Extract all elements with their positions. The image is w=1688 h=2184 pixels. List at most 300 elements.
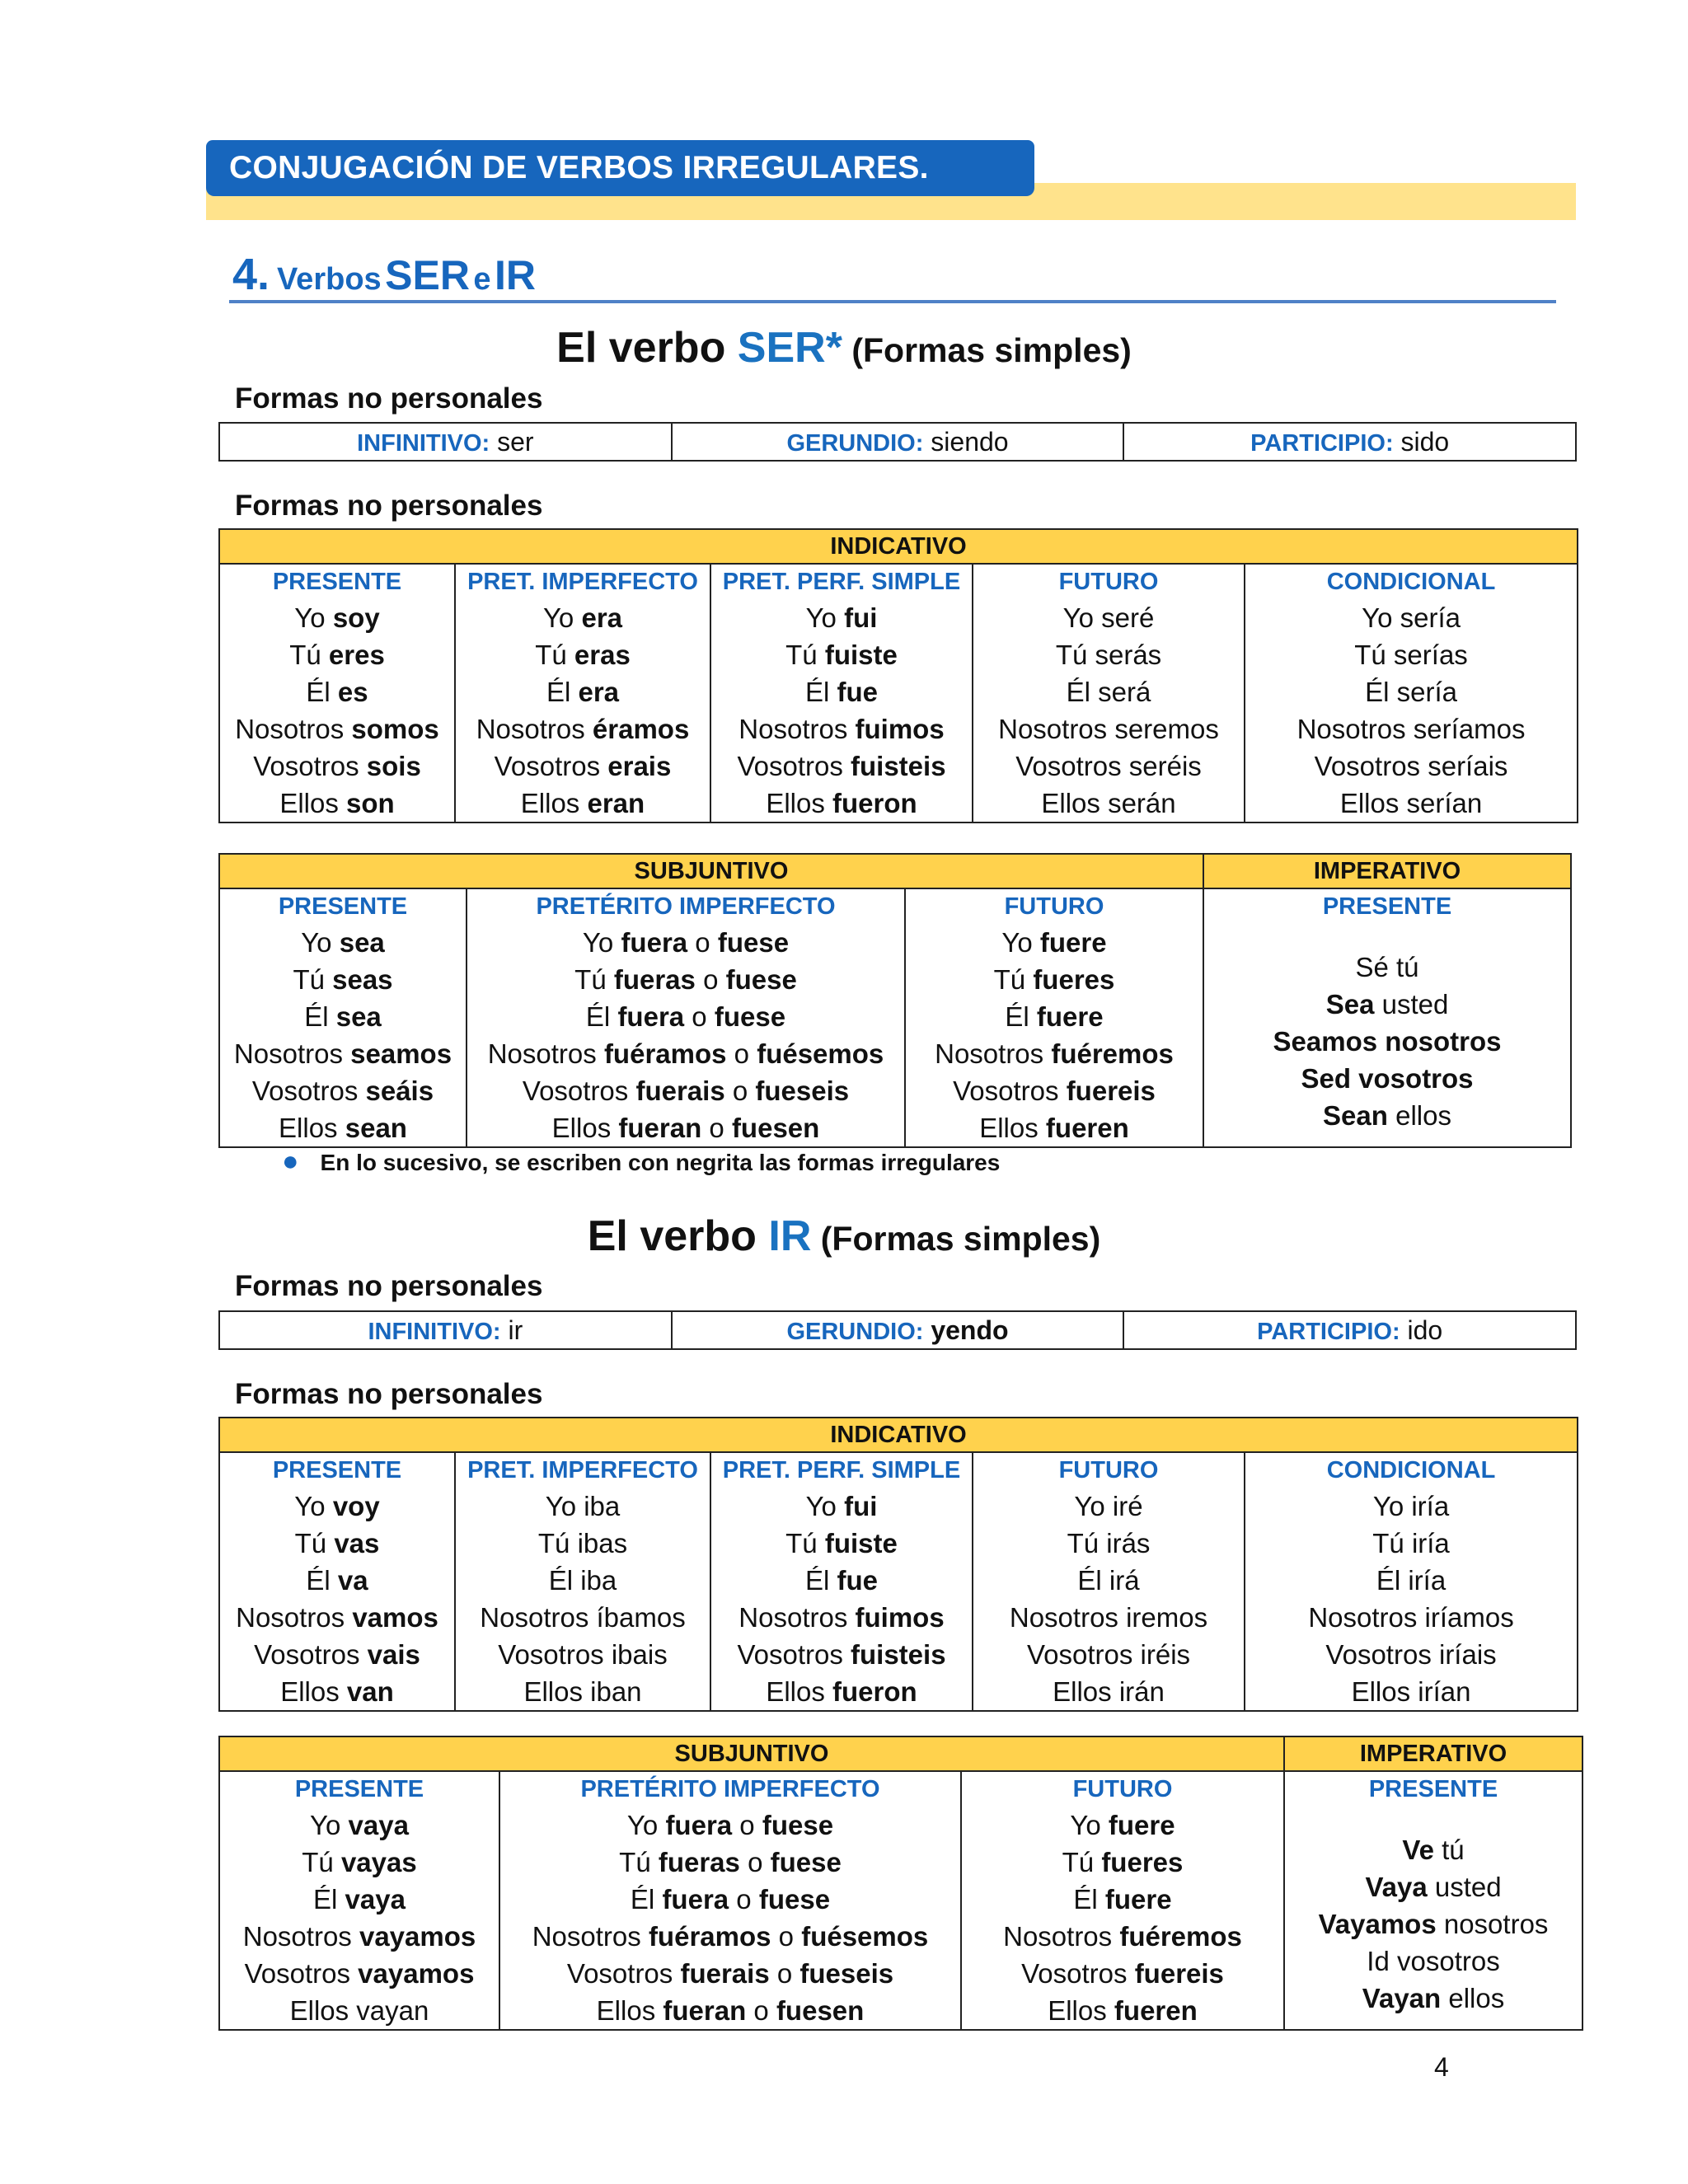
conjugated-form bbox=[456, 1562, 710, 1599]
conjugated-form bbox=[973, 785, 1244, 822]
conjugated-form bbox=[1245, 1525, 1577, 1562]
form-text: o bbox=[732, 1810, 762, 1840]
tense-column bbox=[1203, 888, 1571, 1147]
tense-column bbox=[973, 564, 1245, 823]
tense-column bbox=[219, 1771, 499, 2030]
irregular-form: seas bbox=[332, 964, 393, 995]
conjugated-form bbox=[220, 1525, 454, 1562]
conjugated-form bbox=[220, 1807, 499, 1844]
form-text: Él iba bbox=[548, 1565, 617, 1596]
conjugated-form bbox=[220, 924, 466, 961]
section-verb-ser: SER bbox=[385, 252, 470, 298]
section-heading bbox=[232, 249, 536, 300]
conjugated-form bbox=[962, 1918, 1283, 1955]
irregular-form: fueren bbox=[1114, 1995, 1198, 2026]
conjugated-form bbox=[220, 1881, 499, 1918]
form-text: usted bbox=[1427, 1872, 1502, 1902]
tense-name: PRET. PERF. SIMPLE bbox=[722, 1457, 961, 1483]
conjugated-form bbox=[1245, 710, 1577, 748]
irregular-form: Sed vosotros bbox=[1301, 1063, 1474, 1094]
conjugated-form bbox=[500, 1807, 960, 1844]
conjugated-form bbox=[973, 636, 1244, 673]
participio-value: ido bbox=[1400, 1315, 1443, 1345]
conjugated-form bbox=[711, 1599, 972, 1636]
conjugated-form bbox=[220, 1035, 466, 1072]
form-text: Nosotros iremos bbox=[1009, 1602, 1208, 1633]
form-text: Él será bbox=[1066, 677, 1151, 707]
irregular-form: seamos bbox=[350, 1038, 452, 1069]
ser-np-heading: Formas no personales bbox=[235, 382, 543, 415]
form-text: Nosotros bbox=[738, 1602, 856, 1633]
conjugated-form bbox=[973, 1636, 1244, 1673]
irregular-form: fueran bbox=[618, 1113, 702, 1143]
infinitivo-label: INFINITIVO: bbox=[368, 1319, 501, 1345]
conjugated-form bbox=[1204, 986, 1570, 1023]
form-text: Vosotros bbox=[254, 1639, 368, 1670]
form-text: Tú bbox=[289, 640, 329, 670]
form-text: Tú bbox=[535, 640, 574, 670]
conjugated-form bbox=[973, 1525, 1244, 1562]
ser-title bbox=[0, 323, 1688, 373]
conjugated-form bbox=[906, 1109, 1203, 1146]
tense-column bbox=[455, 1452, 710, 1711]
form-text: Ellos irían bbox=[1351, 1676, 1471, 1707]
tense-name: FUTURO bbox=[1004, 893, 1104, 920]
section-word: Verbos bbox=[276, 262, 382, 297]
irregular-form: Vaya bbox=[1365, 1872, 1428, 1902]
irregular-form: fuéremos bbox=[1119, 1921, 1242, 1952]
irregular-form: es bbox=[337, 677, 368, 707]
gerundio-value: siendo bbox=[923, 427, 1009, 457]
form-text: Él irá bbox=[1077, 1565, 1140, 1596]
form-text: Vosotros bbox=[566, 1958, 681, 1989]
form-text: Tú bbox=[1062, 1847, 1102, 1877]
form-text: Ellos serían bbox=[1339, 788, 1483, 818]
gerundio-label: GERUNDIO: bbox=[786, 430, 924, 457]
form-text: tú bbox=[1433, 1835, 1465, 1865]
participio-value: sido bbox=[1393, 427, 1450, 457]
irregular-form: fueseis bbox=[799, 1958, 894, 1989]
conjugated-form bbox=[1245, 1488, 1577, 1525]
conjugated-form bbox=[1285, 1831, 1582, 1868]
conjugated-form bbox=[220, 1673, 454, 1710]
irregular-form: fuera bbox=[621, 927, 688, 958]
conjugated-form bbox=[906, 1072, 1203, 1109]
infinitivo-value: ser bbox=[490, 427, 534, 457]
form-text: Yo bbox=[301, 927, 340, 958]
ser-title-paren: (Formas simples) bbox=[842, 331, 1132, 369]
form-text: Vosotros bbox=[251, 1076, 366, 1106]
ser-indicativo-table bbox=[218, 528, 1578, 823]
form-text: Yo bbox=[1070, 1810, 1109, 1840]
conjugated-form bbox=[711, 710, 972, 748]
form-text: Él iría bbox=[1376, 1565, 1447, 1596]
irregular-form: fuere bbox=[1108, 1810, 1175, 1840]
irregular-form: fueron bbox=[832, 1676, 917, 1707]
form-text: Vosotros bbox=[244, 1958, 359, 1989]
form-text: Él bbox=[313, 1884, 345, 1915]
form-text: Yo bbox=[294, 602, 333, 633]
conjugated-form bbox=[1204, 1023, 1570, 1060]
page-banner: CONJUGACIÓN DE VERBOS IRREGULARES. bbox=[206, 140, 1034, 196]
conjugated-form bbox=[906, 998, 1203, 1035]
conjugated-form bbox=[973, 599, 1244, 636]
conjugated-form bbox=[1245, 1562, 1577, 1599]
form-text: Vosotros bbox=[953, 1076, 1067, 1106]
form-text: Yo sería bbox=[1362, 602, 1461, 633]
irregular-form: fuereis bbox=[1066, 1076, 1156, 1106]
irregular-form: fuéramos bbox=[603, 1038, 727, 1069]
form-text: Él bbox=[804, 1565, 837, 1596]
form-text: Vosotros bbox=[253, 751, 367, 781]
irregular-form: fuéramos bbox=[648, 1921, 771, 1952]
conjugated-form bbox=[500, 1918, 960, 1955]
irregular-form: seáis bbox=[365, 1076, 434, 1106]
conjugated-form bbox=[1245, 1599, 1577, 1636]
irregular-form: fuésemos bbox=[757, 1038, 884, 1069]
tense-column bbox=[1245, 1452, 1578, 1711]
conjugated-form bbox=[1285, 1980, 1582, 2017]
form-text: Él bbox=[304, 1001, 336, 1032]
irregular-form: Sea bbox=[1325, 989, 1375, 1019]
tense-column bbox=[973, 1452, 1245, 1711]
form-text: Yo iba bbox=[545, 1491, 621, 1521]
tense-column bbox=[467, 888, 905, 1147]
irregular-form: fueran bbox=[663, 1995, 747, 2026]
form-text: Ellos vayan bbox=[289, 1995, 429, 2026]
conjugated-form bbox=[220, 1918, 499, 1955]
conjugated-form bbox=[711, 1525, 972, 1562]
form-text: Yo bbox=[805, 602, 845, 633]
form-text: Nosotros bbox=[236, 1602, 353, 1633]
form-text: Él bbox=[630, 1884, 663, 1915]
conjugated-form bbox=[467, 961, 904, 998]
tense-column bbox=[219, 1452, 455, 1711]
conjugated-form bbox=[711, 673, 972, 710]
form-text: Vosotros bbox=[737, 751, 851, 781]
irregular-form: fuese bbox=[758, 1884, 831, 1915]
form-text: Yo bbox=[626, 1810, 666, 1840]
irregular-form: fuéremos bbox=[1051, 1038, 1174, 1069]
tense-name: PRESENTE bbox=[294, 1776, 424, 1802]
irregular-form: voy bbox=[332, 1491, 380, 1521]
form-text: Él bbox=[1073, 1884, 1105, 1915]
conjugated-form bbox=[220, 1109, 466, 1146]
form-text: nosotros bbox=[1436, 1909, 1549, 1939]
form-text: Yo bbox=[805, 1491, 845, 1521]
tense-column bbox=[499, 1771, 961, 2030]
irregular-form: fuerais bbox=[635, 1076, 725, 1106]
conjugated-form bbox=[973, 1599, 1244, 1636]
form-text: Él bbox=[585, 1001, 618, 1032]
irregular-form: fue bbox=[837, 677, 878, 707]
form-text: Ellos bbox=[766, 1676, 833, 1707]
conjugated-form bbox=[962, 1881, 1283, 1918]
gerundio-value: yendo bbox=[923, 1315, 1009, 1345]
form-text: o bbox=[695, 964, 726, 995]
ir-infinitivo-cell bbox=[220, 1312, 671, 1348]
irregular-form: fuera bbox=[665, 1810, 733, 1840]
form-text: Ellos bbox=[596, 1995, 663, 2026]
conjugated-form bbox=[220, 673, 454, 710]
conjugated-form bbox=[220, 998, 466, 1035]
conjugated-form bbox=[220, 1562, 454, 1599]
spacer bbox=[1285, 1807, 1582, 1831]
tense-name: FUTURO bbox=[1072, 1776, 1173, 1802]
ser-title-verb: SER* bbox=[737, 324, 842, 372]
ser-subjuntivo-table bbox=[218, 853, 1572, 1148]
conjugated-form bbox=[220, 1844, 499, 1881]
conjugated-form bbox=[500, 1881, 960, 1918]
form-text: Vosotros ibais bbox=[498, 1639, 668, 1670]
irregular-form: erais bbox=[607, 751, 672, 781]
ser-infinitivo-cell bbox=[220, 424, 671, 460]
form-text: Él bbox=[306, 677, 338, 707]
irregular-form: vayas bbox=[340, 1847, 417, 1877]
conjugated-form bbox=[220, 1488, 454, 1525]
ser-title-lead: El verbo bbox=[556, 324, 738, 372]
form-text: Yo iré bbox=[1074, 1491, 1143, 1521]
conjugated-form bbox=[456, 1636, 710, 1673]
mood-header-imperativo: IMPERATIVO bbox=[1203, 854, 1571, 888]
irregular-form: fueron bbox=[832, 788, 917, 818]
conjugated-form bbox=[962, 1992, 1283, 2029]
form-text: Tú bbox=[574, 964, 614, 995]
conjugated-form bbox=[1245, 599, 1577, 636]
tense-column bbox=[219, 888, 467, 1147]
form-text: Id vosotros bbox=[1367, 1946, 1500, 1976]
tense-name: PRESENTE bbox=[1368, 1776, 1498, 1802]
irregular-form: fueres bbox=[1101, 1847, 1184, 1877]
tense-column bbox=[1245, 564, 1578, 823]
conjugated-form bbox=[220, 748, 454, 785]
conjugated-form bbox=[1245, 1673, 1577, 1710]
irregular-form: fuisteis bbox=[851, 751, 946, 781]
irregular-form: fueras bbox=[658, 1847, 740, 1877]
ir-gerundio-cell bbox=[671, 1312, 1123, 1348]
form-text: Nosotros bbox=[233, 1038, 351, 1069]
irregular-form: fueras bbox=[613, 964, 696, 995]
ir-ind-heading: Formas no personales bbox=[235, 1378, 543, 1410]
form-text: Él bbox=[804, 677, 837, 707]
section-verb-ir: IR bbox=[494, 252, 536, 298]
form-text: o bbox=[771, 1921, 802, 1952]
irregular-form: vayamos bbox=[359, 1921, 476, 1952]
form-text: Ellos bbox=[280, 1676, 347, 1707]
conjugated-form bbox=[456, 599, 710, 636]
form-text: Nosotros bbox=[532, 1921, 649, 1952]
conjugated-form bbox=[1204, 949, 1570, 986]
conjugated-form bbox=[456, 785, 710, 822]
form-text: Sé tú bbox=[1355, 952, 1419, 982]
form-text: Ellos bbox=[520, 788, 588, 818]
ir-indicativo-table bbox=[218, 1417, 1578, 1712]
conjugated-form bbox=[973, 748, 1244, 785]
form-text: Tú bbox=[619, 1847, 659, 1877]
conjugated-form bbox=[456, 1488, 710, 1525]
form-text: Ellos bbox=[1048, 1995, 1114, 2026]
ser-nonpersonal-table bbox=[218, 422, 1577, 462]
conjugated-form bbox=[456, 1525, 710, 1562]
form-text: Tú iría bbox=[1372, 1528, 1450, 1558]
irregular-form: fuereis bbox=[1134, 1958, 1224, 1989]
conjugated-form bbox=[1245, 1636, 1577, 1673]
tense-name: PRETÉRITO IMPERFECTO bbox=[536, 893, 836, 920]
conjugated-form bbox=[467, 1035, 904, 1072]
form-text: Tú serías bbox=[1354, 640, 1468, 670]
conjugated-form bbox=[711, 785, 972, 822]
ir-participio-cell bbox=[1123, 1312, 1575, 1348]
bullet-icon: ● bbox=[282, 1146, 299, 1177]
form-text: o bbox=[687, 927, 718, 958]
tense-column bbox=[905, 888, 1203, 1147]
form-text: Vosotros iríais bbox=[1325, 1639, 1497, 1670]
irregular-form: soy bbox=[332, 602, 380, 633]
tense-name: PRET. IMPERFECTO bbox=[467, 569, 698, 595]
ir-np-heading: Formas no personales bbox=[235, 1270, 543, 1302]
irregular-form: éramos bbox=[592, 714, 690, 744]
irregular-form: fuisteis bbox=[851, 1639, 946, 1670]
form-text: Tú bbox=[294, 1528, 335, 1558]
form-text: Ellos bbox=[766, 788, 833, 818]
ser-participio-cell bbox=[1123, 424, 1575, 460]
participio-label: PARTICIPIO: bbox=[1250, 430, 1394, 457]
conjugated-form bbox=[456, 748, 710, 785]
irregular-form: fuésemos bbox=[801, 1921, 929, 1952]
form-text: Yo bbox=[582, 927, 621, 958]
form-text: Él bbox=[1005, 1001, 1037, 1032]
tense-column bbox=[710, 1452, 973, 1711]
conjugated-form bbox=[467, 998, 904, 1035]
form-text: Ellos iban bbox=[523, 1676, 642, 1707]
form-text: Tú bbox=[785, 640, 825, 670]
form-text: Nosotros seremos bbox=[998, 714, 1219, 744]
conjugated-form bbox=[220, 710, 454, 748]
form-text: Ellos bbox=[279, 788, 347, 818]
conjugated-form bbox=[220, 1955, 499, 1992]
section-conjunction: e bbox=[473, 262, 491, 297]
form-text: Ellos serán bbox=[1041, 788, 1176, 818]
conjugated-form bbox=[973, 1673, 1244, 1710]
conjugated-form bbox=[962, 1844, 1283, 1881]
form-text: Nosotros seríamos bbox=[1296, 714, 1526, 744]
irregular-form: fuere bbox=[1039, 927, 1107, 958]
irregular-form: fui bbox=[844, 1491, 878, 1521]
form-text: Ellos bbox=[279, 1113, 345, 1143]
form-text: ellos bbox=[1441, 1983, 1505, 2013]
irregular-form: era bbox=[578, 677, 620, 707]
conjugated-form bbox=[906, 924, 1203, 961]
conjugated-form bbox=[220, 599, 454, 636]
conjugated-form bbox=[467, 924, 904, 961]
conjugated-form bbox=[456, 1673, 710, 1710]
form-text: Ellos irán bbox=[1053, 1676, 1165, 1707]
form-text: usted bbox=[1374, 989, 1449, 1019]
form-text: Nosotros bbox=[476, 714, 593, 744]
conjugated-form bbox=[711, 636, 972, 673]
form-text: Vosotros bbox=[494, 751, 608, 781]
tense-name: PRETÉRITO IMPERFECTO bbox=[580, 1776, 880, 1802]
form-text: Yo seré bbox=[1062, 602, 1155, 633]
section-number: 4. bbox=[232, 250, 270, 299]
form-text: Yo bbox=[294, 1491, 333, 1521]
tense-name: PRET. IMPERFECTO bbox=[467, 1457, 698, 1483]
form-text: Nosotros iríamos bbox=[1308, 1602, 1514, 1633]
conjugated-form bbox=[973, 1488, 1244, 1525]
conjugated-form bbox=[500, 1844, 960, 1881]
conjugated-form bbox=[1245, 785, 1577, 822]
form-text: Tú irás bbox=[1067, 1528, 1151, 1558]
form-text: Nosotros bbox=[738, 714, 856, 744]
irregular-form: fueren bbox=[1045, 1113, 1129, 1143]
conjugated-form bbox=[906, 961, 1203, 998]
conjugated-form bbox=[220, 785, 454, 822]
conjugated-form bbox=[220, 1599, 454, 1636]
ir-title-lead: El verbo bbox=[587, 1212, 769, 1260]
irregular-form: vaya bbox=[345, 1884, 406, 1915]
ser-ind-heading: Formas no personales bbox=[235, 490, 543, 522]
ir-subjuntivo-table bbox=[218, 1736, 1583, 2031]
form-text: Él bbox=[546, 677, 579, 707]
tense-column bbox=[455, 564, 710, 823]
irregular-form: fuera bbox=[617, 1001, 685, 1032]
conjugated-form bbox=[1245, 636, 1577, 673]
irregular-form: fuese bbox=[725, 964, 797, 995]
form-text: o bbox=[726, 1038, 757, 1069]
conjugated-form bbox=[467, 1072, 904, 1109]
form-text: o bbox=[684, 1001, 715, 1032]
ser-gerundio-cell bbox=[671, 424, 1123, 460]
form-text: o bbox=[724, 1076, 756, 1106]
irregular-form: fuere bbox=[1036, 1001, 1104, 1032]
conjugated-form bbox=[1285, 1943, 1582, 1980]
form-text: ellos bbox=[1387, 1100, 1451, 1131]
irregular-form: Ve bbox=[1402, 1835, 1434, 1865]
conjugated-form bbox=[456, 673, 710, 710]
form-text: Tú serás bbox=[1055, 640, 1162, 670]
conjugated-form bbox=[220, 961, 466, 998]
conjugated-form bbox=[711, 1673, 972, 1710]
conjugated-form bbox=[1245, 673, 1577, 710]
conjugated-form bbox=[711, 1488, 972, 1525]
conjugated-form bbox=[220, 1636, 454, 1673]
form-text: Nosotros bbox=[242, 1921, 359, 1952]
form-text: Yo bbox=[542, 602, 582, 633]
form-text: Nosotros íbamos bbox=[480, 1602, 686, 1633]
form-text: o bbox=[739, 1847, 771, 1877]
tense-name: FUTURO bbox=[1058, 1457, 1159, 1483]
tense-name: PRESENTE bbox=[272, 1457, 402, 1483]
irregular-form: fui bbox=[844, 602, 878, 633]
form-text: Nosotros bbox=[935, 1038, 1052, 1069]
form-text: Tú bbox=[293, 964, 333, 995]
conjugated-form bbox=[973, 1562, 1244, 1599]
irregular-form: fuere bbox=[1104, 1884, 1172, 1915]
spacer bbox=[1204, 924, 1570, 949]
conjugated-form bbox=[973, 673, 1244, 710]
page-number: 4 bbox=[1434, 2052, 1449, 2082]
irregular-form: vas bbox=[334, 1528, 380, 1558]
irregular-form: vais bbox=[367, 1639, 420, 1670]
irregular-form: Sean bbox=[1323, 1100, 1388, 1131]
tense-column bbox=[961, 1771, 1284, 2030]
irregular-form: fuese bbox=[717, 927, 790, 958]
irregular-form: vamos bbox=[352, 1602, 438, 1633]
conjugated-form bbox=[1245, 748, 1577, 785]
irregular-form: fuera bbox=[662, 1884, 729, 1915]
conjugated-form bbox=[1285, 1868, 1582, 1905]
conjugated-form bbox=[220, 636, 454, 673]
